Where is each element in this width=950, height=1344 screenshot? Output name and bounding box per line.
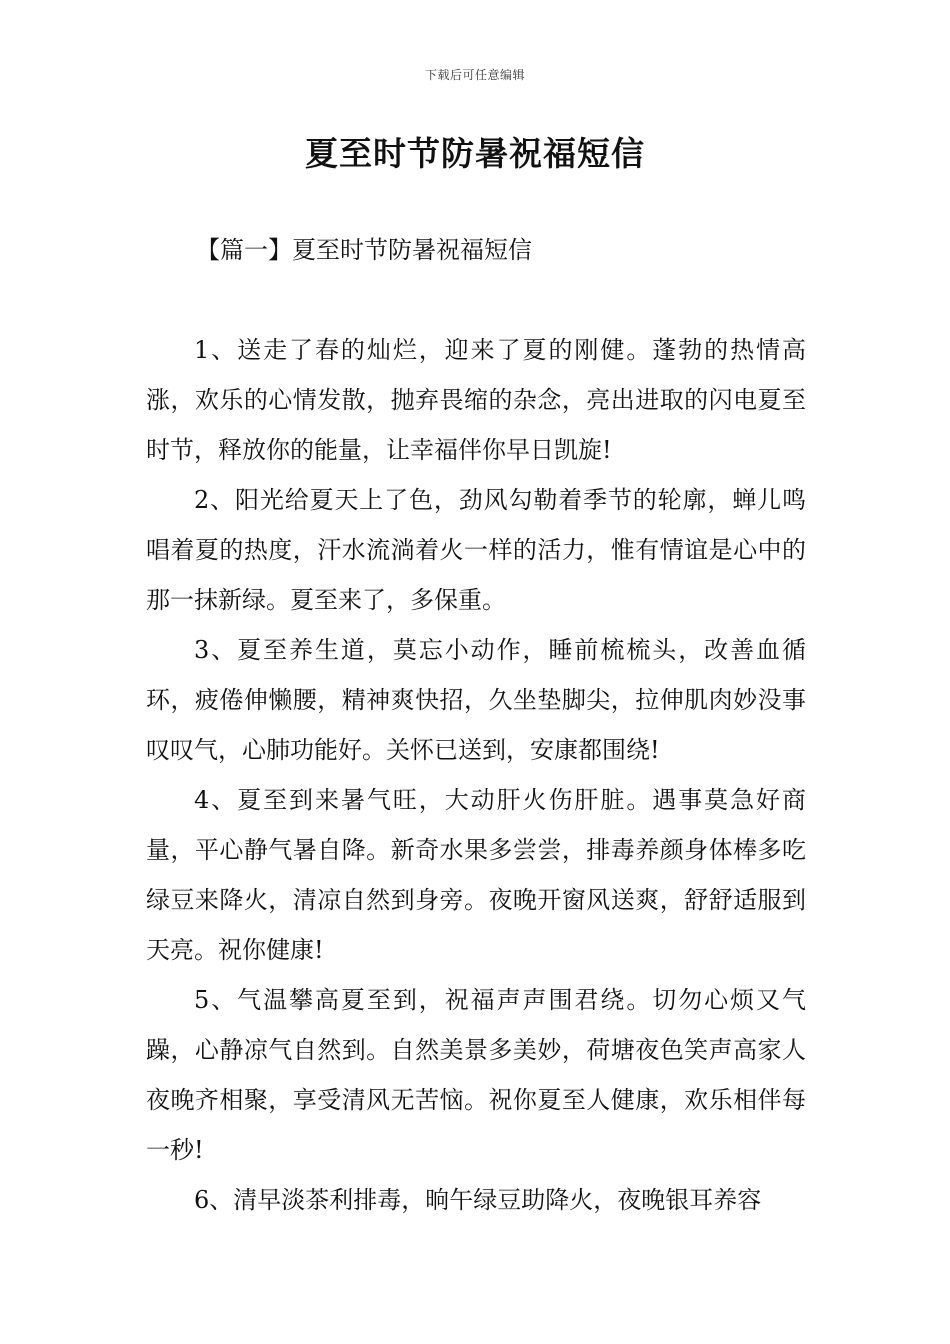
document-title: 夏至时节防暑祝福短信	[305, 134, 645, 173]
paragraph-2: 2、阳光给夏天上了色，劲风勾勒着季节的轮廓，蝉儿鸣唱着夏的热度，汗水流淌着火一样的活力，惟有情谊是心中的那一抹新绿。夏至来了，多保重。	[146, 486, 806, 614]
paragraph-6: 6、清早淡茶利排毒，晌午绿豆助降火，夜晚银耳养容	[194, 1186, 762, 1214]
section-heading: 【篇一】夏至时节防暑祝福短信	[196, 236, 532, 264]
header-note: 下载后可任意编辑	[424, 68, 525, 82]
paragraph-4: 4、夏至到来暑气旺，大动肝火伤肝脏。遇事莫急好商量，平心静气暑自降。新奇水果多尝尝，排毒养颜身体棒多吃绿豆来降火，清凉自然到身旁。夜晚开窗风送爽，舒舒适服到天亮。祝你健康!	[146, 786, 806, 964]
paragraph-3: 3、夏至养生道，莫忘小动作，睡前梳梳头，改善血循环，疲倦伸懒腰，精神爽快招，久坐垫脚尖，拉伸肌肉妙没事叹叹气，心肺功能好。关怀已送到，安康都围绕!	[146, 636, 806, 764]
document-body	[146, 325, 806, 1225]
paragraph-1: 1、送走了春的灿烂，迎来了夏的刚健。蓬勃的热情高涨，欢乐的心情发散，抛弃畏缩的杂念，亮出进取的闪电夏至时节，释放你的能量，让幸福伴你早日凯旋!	[146, 336, 806, 464]
paragraph-5: 5、气温攀高夏至到，祝福声声围君绕。切勿心烦又气躁，心静凉气自然到。自然美景多美妙，荷塘夜色笑声高家人夜晚齐相聚，享受清风无苦恼。祝你夏至人健康，欢乐相伴每一秒!	[146, 986, 806, 1164]
